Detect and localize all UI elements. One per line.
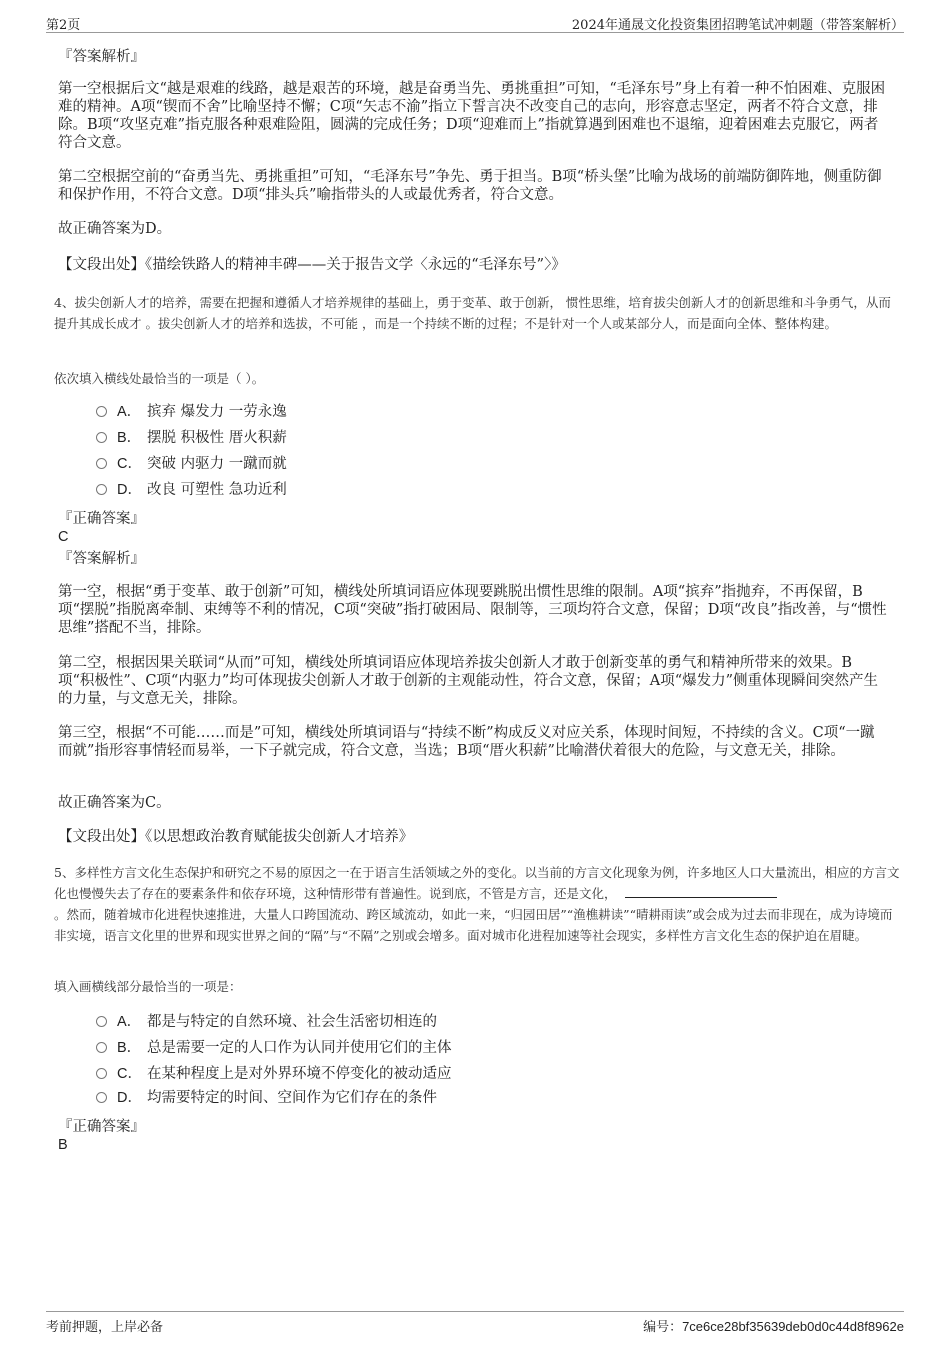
radio-icon[interactable] [96, 1042, 107, 1053]
q4-answer: C [58, 529, 69, 545]
radio-icon[interactable] [96, 1016, 107, 1027]
q4-option-b[interactable] [96, 428, 287, 448]
q5-stem-part-2: 。然而，随着城市化进程快速推进，大量人口跨国流动、跨区域流动，如此一来，“归园田居”“渔樵耕读”“晴耕雨读”或会成为过去而非现在，成为诗境而非实境，语言文化里的世界和现实世界之间的“隔”与“不隔”之别或会增多。面对城市化进程加速等社会现实，多样性方言文化生态的保护迫在眉睫。 [54, 907, 893, 943]
q5-option-c[interactable] [96, 1064, 452, 1084]
q4-answer-heading: 『正确答案』 [58, 511, 145, 527]
page-number: 第2页 [46, 18, 81, 33]
q4-stem: 4、拔尖创新人才的培养，需要在把握和遵循人才培养规律的基础上，勇于变革、敢于创新， 惯性思维，培育拔尖创新人才的创新思维和斗争勇气，从而提升其成长成才 。拔尖创新人才的培养和选拔，不可能 ，而是一个持续不断的过程；不是针对一个人或某部分人，而是面向全体、整体构建。 [54, 295, 891, 331]
q5-answer: B [58, 1137, 68, 1153]
q4-analysis-para-1: 第一空，根据“勇于变革、敢于创新”可知，横线处所填词语应体现要跳脱出惯性思维的限制。A项“摈弃”指抛弃，不再保留，B项“摆脱”指脱离牵制、束缚等不利的情况，C项“突破”指打破困局、限制等，三项均符合文意，保留；D项“改良”指改善，与“惯性思维”搭配不当，排除。 [58, 584, 887, 636]
fill-in-blank [625, 885, 777, 898]
radio-icon[interactable] [96, 432, 107, 443]
q3-analysis-heading: 『答案解析』 [58, 49, 145, 65]
q5-answer-heading: 『正确答案』 [58, 1119, 145, 1135]
option-label: C． [117, 1066, 142, 1082]
option-label: B． [117, 1040, 142, 1056]
option-label: A． [117, 1014, 142, 1030]
radio-icon[interactable] [96, 406, 107, 417]
option-text: 改良 可塑性 急功近利 [147, 482, 287, 498]
q3-conclusion: 故正确答案为D。 [58, 221, 172, 237]
radio-icon[interactable] [96, 1068, 107, 1079]
option-text: 都是与特定的自然环境、社会生活密切相连的 [147, 1014, 437, 1030]
q5-prompt: 填入画横线部分最恰当的一项是： [54, 979, 242, 994]
q5-stem-part-1: 5、多样性方言文化生态保护和研究之不易的原因之一在于语言生活领域之外的变化。以当前的方言文化现象为例，许多地区人口大量流出，相应的方言文化也慢慢失去了存在的要素条件和依存环境，这种情形带有普遍性。说到底，不管是方言，还是文化， [54, 865, 900, 901]
q5-option-a[interactable] [96, 1012, 437, 1032]
option-text: 突破 内驱力 一蹴而就 [147, 456, 287, 472]
option-text: 总是需要一定的人口作为认同并使用它们的主体 [147, 1040, 452, 1056]
q5-option-b[interactable] [96, 1038, 452, 1058]
option-text: 在某种程度上是对外界环境不停变化的被动适应 [147, 1066, 452, 1082]
q3-source: 【文段出处】《描绘铁路人的精神丰碑——关于报告文学〈永远的“毛泽东号”〉》 [58, 257, 566, 273]
option-text: 均需要特定的时间、空间作为它们存在的条件 [147, 1090, 437, 1106]
option-label: D． [117, 482, 142, 498]
document-id: 编号：7ce6ce28bf35639deb0d0c44d8f8962e [643, 1319, 904, 1334]
q4-option-d[interactable] [96, 480, 287, 500]
q5-stem [54, 862, 900, 904]
option-text: 摈弃 爆发力 一劳永逸 [147, 404, 287, 420]
q4-analysis-heading: 『答案解析』 [58, 551, 145, 567]
q4-analysis-para-3: 第三空，根据“不可能……而是”可知，横线处所填词语与“持续不断”构成反义对应关系，体现时间短，不持续的含义。C项“一蹴而就”指形容事情轻而易举，一下子就完成，符合文意，当选；B项“厝火积薪”比喻潜伏着很大的危险，与文意无关，排除。 [58, 725, 875, 759]
footer-slogan: 考前押题，上岸必备 [46, 1320, 164, 1335]
option-label: B． [117, 430, 142, 446]
option-label: C． [117, 456, 142, 472]
q4-source: 【文段出处】《以思想政治教育赋能拔尖创新人才培养》 [58, 829, 414, 845]
q4-option-c[interactable] [96, 454, 287, 474]
q4-prompt: 依次填入横线处最恰当的一项是（ ）。 [54, 371, 265, 386]
radio-icon[interactable] [96, 1092, 107, 1103]
option-label: D． [117, 1090, 142, 1106]
radio-icon[interactable] [96, 458, 107, 469]
page-footer [46, 1311, 904, 1336]
q4-conclusion: 故正确答案为C。 [58, 795, 171, 811]
q3-analysis-para-1: 第一空根据后文“越是艰难的线路，越是艰苦的环境，越是奋勇当先、勇挑重担”可知，“毛泽东号”身上有着一种不怕困难、克服困难的精神。A项“锲而不舍”比喻坚持不懈；C项“矢志不渝”指立下誓言决不改变自己的志向，形容意志坚定，两者不符合文意，排除。B项“攻坚克难”指克服各种艰难险阻，圆满的完成任务；D项“迎难而上”指就算遇到困难也不退缩，迎着困难去克服它，两者符合文意。 [58, 81, 886, 151]
option-text: 摆脱 积极性 厝火积薪 [147, 430, 287, 446]
q5-option-d[interactable] [96, 1088, 437, 1108]
q4-option-a[interactable] [96, 402, 287, 422]
radio-icon[interactable] [96, 484, 107, 495]
q3-analysis-para-2: 第二空根据空前的“奋勇当先、勇挑重担”可知，“毛泽东号”争先、勇于担当。B项“桥头堡”比喻为战场的前端防御阵地，侧重防御和保护作用，不符合文意。D项“排头兵”喻指带头的人或最优秀者，符合文意。 [58, 169, 882, 203]
page-header [46, 12, 904, 33]
q4-analysis-para-2: 第二空，根据因果关联词“从而”可知，横线处所填词语应体现培养拔尖创新人才敢于创新变革的勇气和精神所带来的效果。B项“积极性”、C项“内驱力”均可体现拔尖创新人才敢于创新的主观能动性，符合文意，保留；A项“爆发力”侧重体现瞬间突然产生的力量，与文意无关，排除。 [58, 655, 879, 707]
document-title: 2024年通晟文化投资集团招聘笔试冲刺题（带答案解析） [571, 18, 904, 33]
option-label: A． [117, 404, 142, 420]
